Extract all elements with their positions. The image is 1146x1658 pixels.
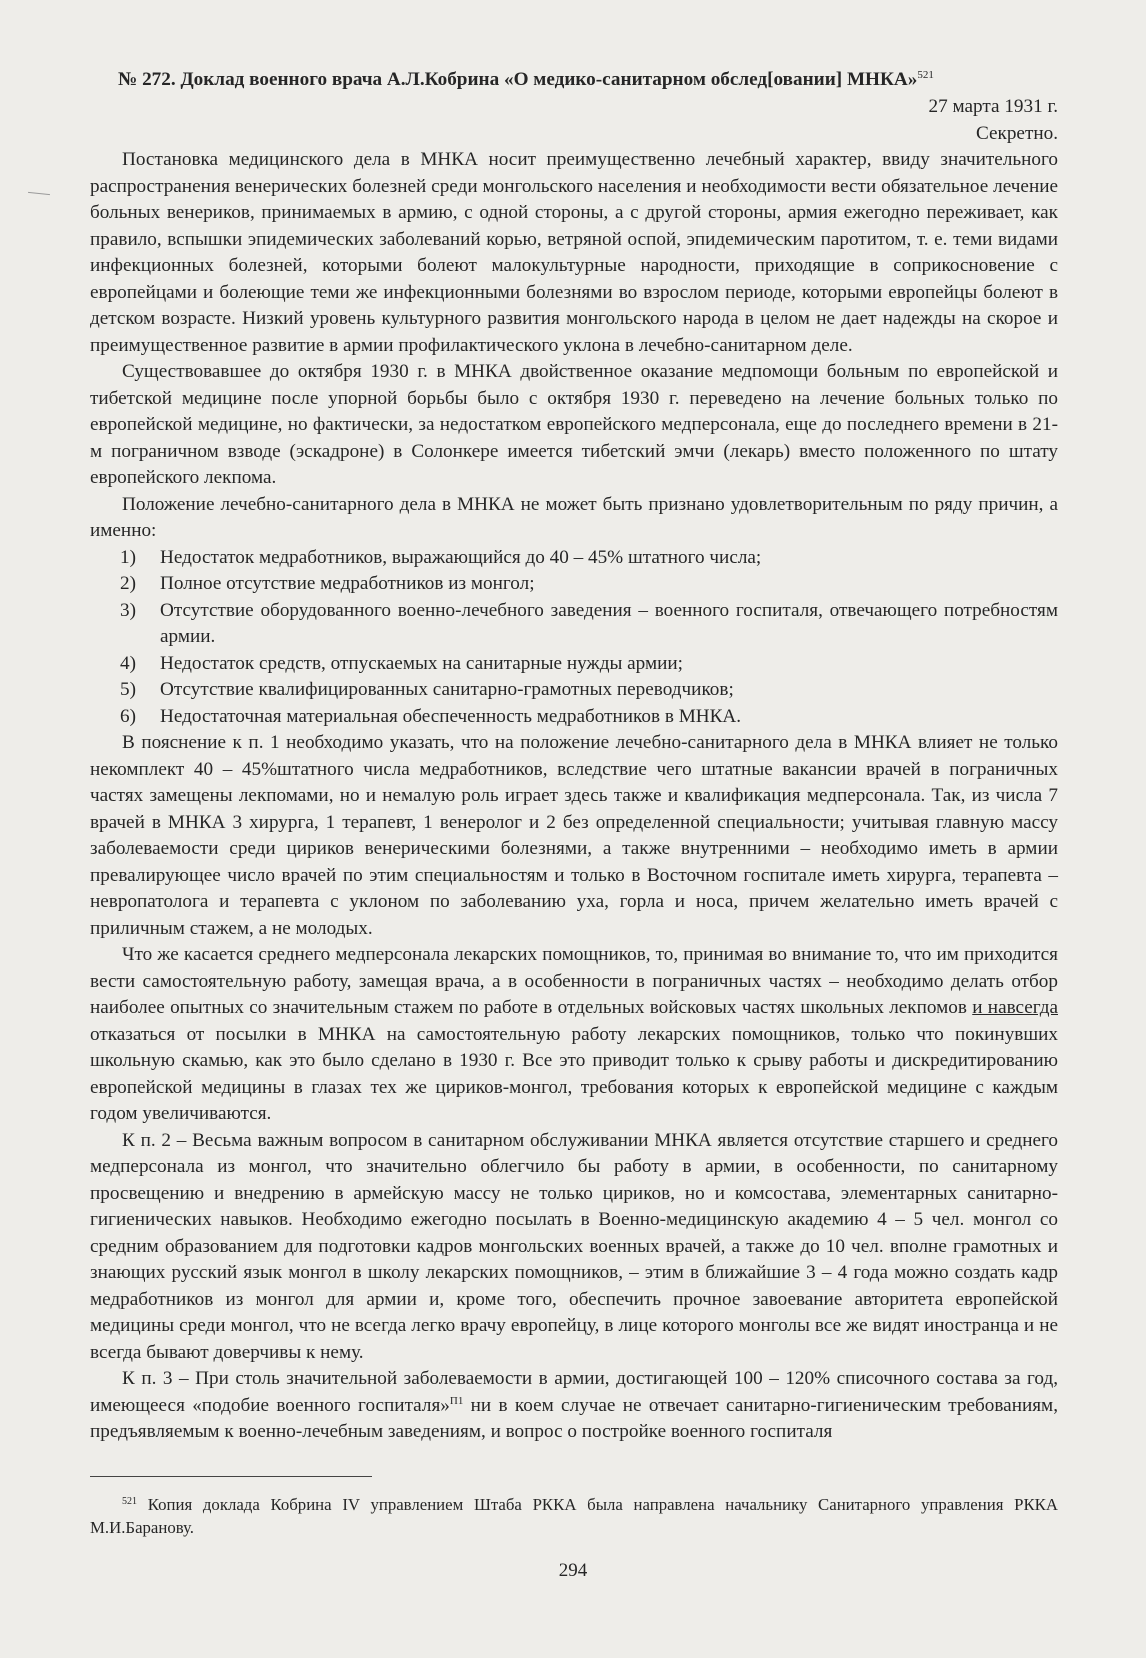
paragraph-reasons: Положение лечебно-санитарного дела в МНКА не может быть признано удовлетворительным по ряду причин, а именно: <box>90 493 1058 541</box>
list-item: 3) Отсутствие оборудованного военно-лечебного заведения – военного госпиталя, отвечающего потребностям армии. <box>120 599 1058 647</box>
underlined-phrase: и навсегда <box>972 997 1058 1018</box>
paragraph-intro: Постановка медицинского дела в МНКА носит преимущественно лечебный характер, ввиду значительного распространения венерических болезней среди монгольского населения и необходимости вести обязательное лечение больных венериков, принимаемых в армию, с одной стороны, а с другой стороны, армия ежегодно переживает, как правило, вспышки эпидемических заболеваний корью, ветряной оспой, эпидемическим паротитом, т. е. теми видами инфекционных болезней, которыми болеют малокультурные народности, приходящие в соприкосновение с европейцами и болеющие теми же инфекционными болезнями во взрослом периоде, которыми европейцы болеют в детском возрасте. Низкий уровень культурного развития монгольского народа в целом не дает надежды на скорое и преимущественное развитие в армии профилактического уклона в лечебно-санитарном деле. <box>90 149 1058 356</box>
document-body <box>90 66 1058 1446</box>
list-item: 1) Недостаток медработников, выражающийся до 40 – 45% штатного числа; <box>120 546 762 568</box>
footnote: $^{521}$ Копия доклада Кобрина IV управлением Штаба РККА была направлена начальнику Санитарного управления РККА М.И.Баранову. <box>90 1495 1058 1537</box>
document-title: № 272. Доклад военного врача А.Л.Кобрина «О медико-санитарном обслед[овании] МНКА»$^{521}$ <box>118 69 934 90</box>
title-footnote-ref: 521 <box>917 69 934 81</box>
paragraph-footnote-ref: П1 <box>449 1394 464 1407</box>
list-item: 2) Полное отсутствие медработников из монгол; <box>120 573 535 594</box>
footnote-number: 521 <box>122 1496 137 1507</box>
page-number: 294 <box>558 1560 588 1581</box>
paragraph-history: Существовавшее до октября 1930 г. в МНКА двойственное оказание медпомощи больным по европейской и тибетской медицине после упорной борьбы было с октября 1930 г. переведено на лечение больных только по европейской медицине, но фактически, за недостатком европейского медперсонала, еще до последнего времени в 21-м пограничном взводе (эскадроне) в Солонкере имеется тибетский эмчи (лекарь) вместо положенного по штату европейского лекпома. <box>90 361 1058 488</box>
list-item: 6) Недостаточная материальная обеспеченность медработников в МНКА. <box>120 705 742 727</box>
list-item: 4) Недостаток средств, отпускаемых на санитарные нужды армии; <box>120 652 683 674</box>
paragraph-point-2: К п. 2 – Весьма важным вопросом в санитарном обслуживании МНКА является отсутствие старшего и среднего медперсонала из монгол, что значительно облегчило бы работу в армии, в особенности, по санитарному просвещению и внедрению в армейскую массу не только цириков, но и комсостава, элементарных санитарно-гигиенических навыков. Необходимо ежегодно посылать в Военно-медицинскую академию 4 – 5 чел. монгол со средним образованием для подготовки кадров монгольских военных врачей, а также до 10 чел. вполне грамотных и знающих русский язык монгол в школу лекарских помощников, – этим в ближайшие 3 – 4 года можно создать кадр медработников из монгол для армии и, кроме того, обеспечить прочное завоевание авторитета европейской медицины среди монгол, что не всегда легко врачу европейцу, в лице которого монголы все же видят иностранца и не всегда бывают доверчивы к нему. <box>90 1129 1058 1363</box>
paragraph-point-1: В пояснение к п. 1 необходимо указать, что на положение лечебно-санитарного дела в МНКА влияет не только некомплект 40 – 45%штатного числа медработников, вследствие чего штатные вакансии врачей в пограничных частях замещены лекпомами, но и немалую роль играет здесь также и квалификация медперсонала. Так, из числа 7 врачей в МНКА 3 хирурга, 1 терапевт, 1 венеролог и 2 без определенной специальности; учитывая главную массу заболеваемости среди цириков венерическими болезнями, а также внутренними – необходимо иметь в армии превалирующее число врачей по этим специальностям и только в Восточном госпитале иметь хирурга, терапевта – невропатолога и терапевта с уклоном по заболеванию уха, горла и носа, причем желательно иметь врачей с приличным стажем, а не молодых. <box>90 732 1058 939</box>
footnote-divider <box>90 1476 372 1477</box>
document-date: 27 марта 1931 г. <box>928 96 1058 117</box>
margin-pencil-mark <box>28 192 50 195</box>
classification-stamp: Секретно. <box>975 122 1058 144</box>
reasons-list <box>90 545 1058 731</box>
paragraph-point-3: К п. 3 – При столь значительной заболеваемости в армии, достигающей 100 – 120% списочного состава за год, имеющееся «подобие военного госпиталя»$^{П1}$ ни в коем случае не отвечает санитарно-гигиеническим требованиям, предъявляемым к военно-лечебным заведениям, и вопрос о постройке военного госпиталя <box>90 1368 1058 1442</box>
list-item: 5) Отсутствие квалифицированных санитарно-грамотных переводчиков; <box>120 679 734 700</box>
paragraph-medical-assistants: Что же касается среднего медперсонала лекарских помощников, то, принимая во внимание то, что им приходится вести самостоятельную работу, замещая врача, а в особенности в пограничных частях – необходимо делать отбор наиболее опытных со значительным стажем по работе в отдельных войсковых частях школьных лекпомов и навсегда отказаться от посылки в МНКА на самостоятельную работу лекарских помощников, только что покинувших школьную скамью, как это было сделано в 1930 г. Все это приводит только к срыву работы и дискредитированию европейской медицины в глазах тех же цириков-монгол, требования которых к европейской медицине с каждым годом увеличиваются. <box>90 944 1058 1124</box>
